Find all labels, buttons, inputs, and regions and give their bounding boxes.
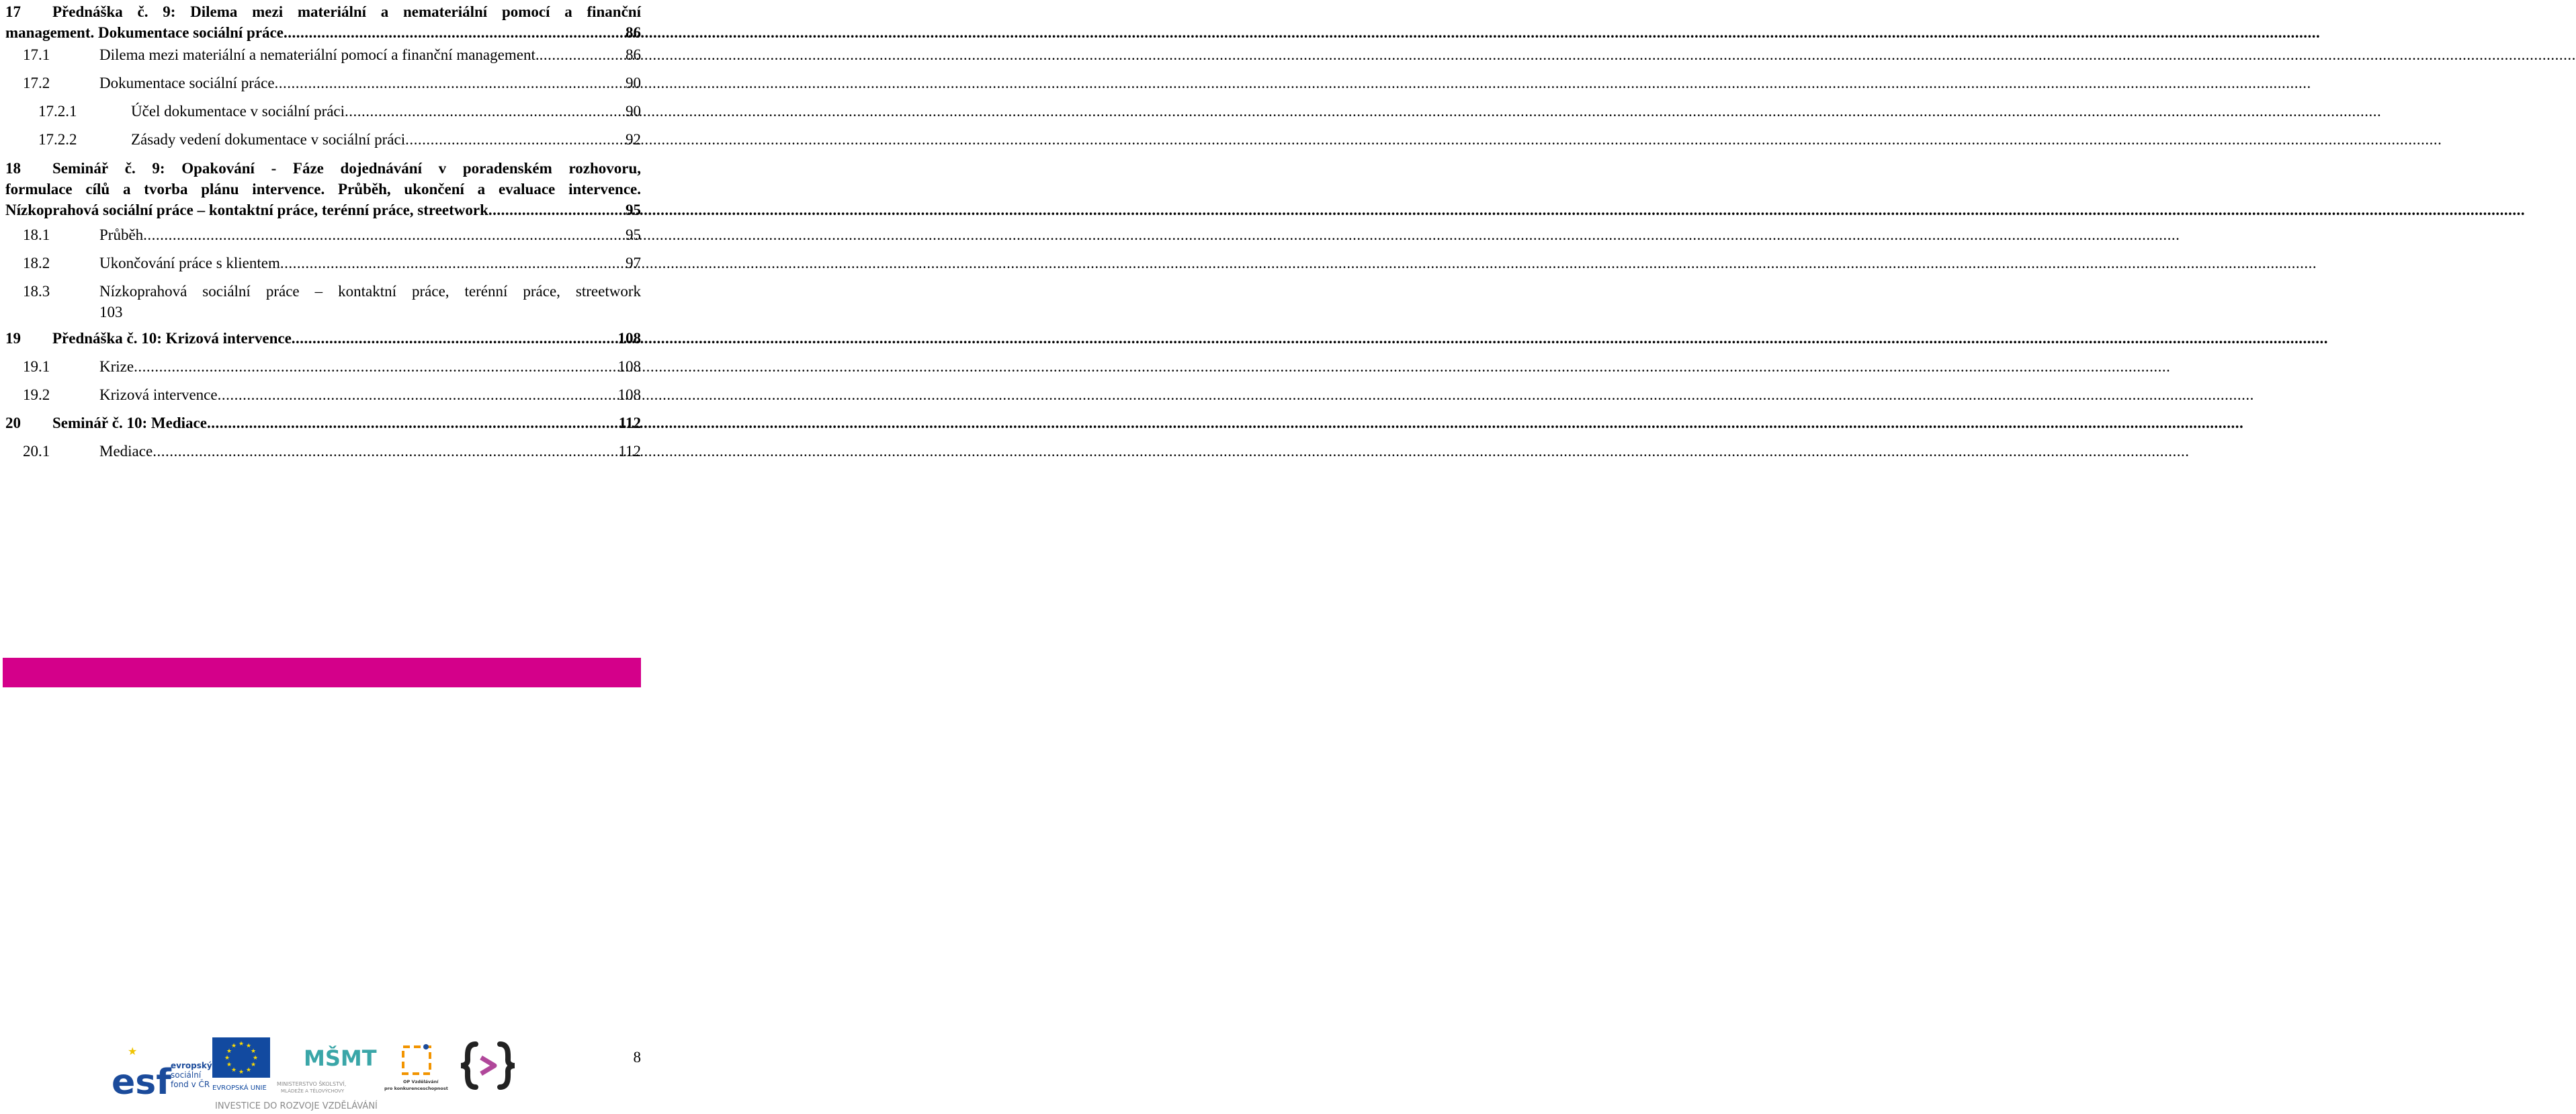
esf-text-line: sociální [171, 1070, 202, 1080]
eu-text: EVROPSKÁ UNIE [212, 1084, 267, 1092]
svg-text:★: ★ [231, 1043, 237, 1049]
dot-leader [292, 328, 617, 349]
page-number: 8 [633, 1049, 641, 1066]
svg-text:★: ★ [128, 1045, 138, 1058]
svg-text:★: ★ [239, 1041, 245, 1047]
toc-entry-19-2[interactable] [0, 384, 641, 405]
op-vk-logo-icon [384, 1044, 448, 1091]
dot-leader [488, 200, 624, 220]
toc-number: 17 [5, 3, 21, 20]
svg-text:★: ★ [226, 1062, 232, 1068]
dot-leader [143, 224, 624, 245]
op-text-line: pro konkurenceschopnost [384, 1086, 448, 1091]
toc-title: Nízkoprahová sociální práce – kontaktní práce, terénní práce, streetwork [99, 283, 641, 300]
toc-number: 20.1 [23, 443, 50, 460]
toc-number: 18 [5, 160, 21, 177]
toc-title: Mediace [99, 443, 153, 460]
dot-leader [540, 44, 624, 65]
toc-title: Krize [99, 358, 134, 375]
toc-number: 18.2 [23, 255, 50, 271]
op-text-line: OP Vzdělávání [403, 1079, 439, 1084]
toc-entry-19[interactable] [0, 328, 641, 349]
eu-flag-icon [212, 1037, 270, 1092]
toc-page: 108 [617, 386, 641, 403]
toc-page: 95 [626, 226, 641, 243]
toc-number: 19 [5, 330, 21, 347]
toc-title: Seminář č. 10: Mediace [52, 415, 207, 431]
svg-text:★: ★ [224, 1055, 230, 1062]
toc-title: Průběh [99, 226, 144, 243]
toc-entry-17[interactable] [0, 1, 645, 43]
msmt-mark: MŠMT [304, 1045, 377, 1071]
dot-leader [153, 441, 617, 462]
toc-number: 20 [5, 415, 21, 431]
dot-leader [280, 253, 624, 273]
svg-text:★: ★ [231, 1067, 237, 1074]
footer-logo-strip [108, 1035, 551, 1114]
toc-number: 19.1 [23, 358, 50, 375]
toc-page: 112 [618, 415, 641, 431]
esf-logo-icon [109, 1039, 212, 1103]
dot-leader [134, 356, 616, 377]
toc-number: 17.2 [23, 75, 50, 91]
toc-title: Seminář č. 9: Opakování - Fáze dojednávání v poradenském rozhovoru, formulace cílů a tvorba plánu intervence. Průběh, ukončení a evaluace intervence. Nízkoprahová sociální práce – kontaktní práce, terénní práce, streetwork ..... 95 [5, 158, 641, 220]
toc-number: 17.2.2 [38, 131, 77, 148]
toc-number: 18.3 [23, 283, 50, 300]
esf-text-line: evropský [171, 1061, 212, 1070]
dot-leader [218, 384, 617, 405]
dot-leader [405, 129, 624, 150]
toc-number: 18.1 [23, 226, 50, 243]
toc-entry-18-1[interactable] [0, 224, 641, 245]
toc-title: Přednáška č. 9: Dilema mezi materiální a nemateriální pomocí a finanční management. Dokumentace sociální práce ..... 86 [5, 1, 641, 43]
toc-title: Dilema mezi materiální a nemateriální pomocí a finanční management. [99, 46, 540, 63]
dot-leader [345, 101, 624, 122]
toc-page: 92 [626, 131, 641, 148]
toc-entry-20[interactable] [0, 413, 641, 433]
toc-number: 17.1 [23, 46, 50, 63]
esf-text-line: fond v ČR [171, 1080, 210, 1089]
toc-entry-18-2[interactable] [0, 253, 641, 273]
dot-leader [207, 413, 617, 433]
toc-title: Dokumentace sociální práce [99, 75, 275, 91]
esf-mark: esf [112, 1062, 171, 1103]
toc-page: 90 [626, 103, 641, 120]
toc-entry-17-2-1[interactable] [0, 101, 641, 122]
toc-title: Krizová intervence [99, 386, 218, 403]
toc-title: Ukončování práce s klientem [99, 255, 280, 271]
svg-text:★: ★ [246, 1067, 252, 1074]
toc-number: 19.2 [23, 386, 50, 403]
toc-page: 95 [626, 202, 641, 218]
toc-entry-17-1[interactable] [0, 44, 641, 65]
svg-text:★: ★ [226, 1048, 232, 1055]
toc-page: 97 [626, 255, 641, 271]
toc-page: 112 [618, 443, 641, 460]
toc-entry-19-1[interactable] [0, 356, 641, 377]
toc-entry-18-3[interactable] [0, 281, 641, 323]
curly-braces-logo-icon [461, 1044, 515, 1087]
toc-page: 103 [99, 304, 123, 320]
dot-leader [284, 22, 624, 43]
msmt-text-line: MLÁDEŽE A TĚLOVÝCHOVY [281, 1088, 345, 1094]
svg-text:★: ★ [251, 1062, 257, 1068]
toc-page: 108 [617, 330, 641, 347]
accent-bar [3, 658, 641, 687]
toc-entry-20-1[interactable] [0, 441, 641, 462]
investice-tagline: INVESTICE DO ROZVOJE VZDĚLÁVÁNÍ [215, 1101, 378, 1111]
svg-text:★: ★ [253, 1055, 259, 1062]
toc-page: 108 [617, 358, 641, 375]
toc-entry-17-2[interactable] [0, 73, 641, 93]
msmt-logo-icon [277, 1045, 377, 1094]
svg-text:★: ★ [239, 1069, 245, 1076]
svg-text:★: ★ [246, 1043, 252, 1049]
toc-page: 86 [626, 46, 641, 63]
toc-entry-18[interactable] [0, 158, 645, 220]
toc-entry-17-2-2[interactable] [0, 129, 641, 150]
toc-title: Zásady vedení dokumentace v sociální práci [131, 131, 406, 148]
toc-number: 17.2.1 [38, 103, 77, 120]
svg-text:★: ★ [251, 1048, 257, 1055]
toc-title: Přednáška č. 10: Krizová intervence [52, 330, 292, 347]
dot-leader [275, 73, 624, 93]
toc-page: 86 [626, 24, 641, 41]
msmt-text-line: MINISTERSTVO ŠKOLSTVÍ, [277, 1081, 347, 1087]
toc-title: Účel dokumentace v sociální práci [131, 103, 345, 120]
toc-page: 90 [626, 75, 641, 91]
